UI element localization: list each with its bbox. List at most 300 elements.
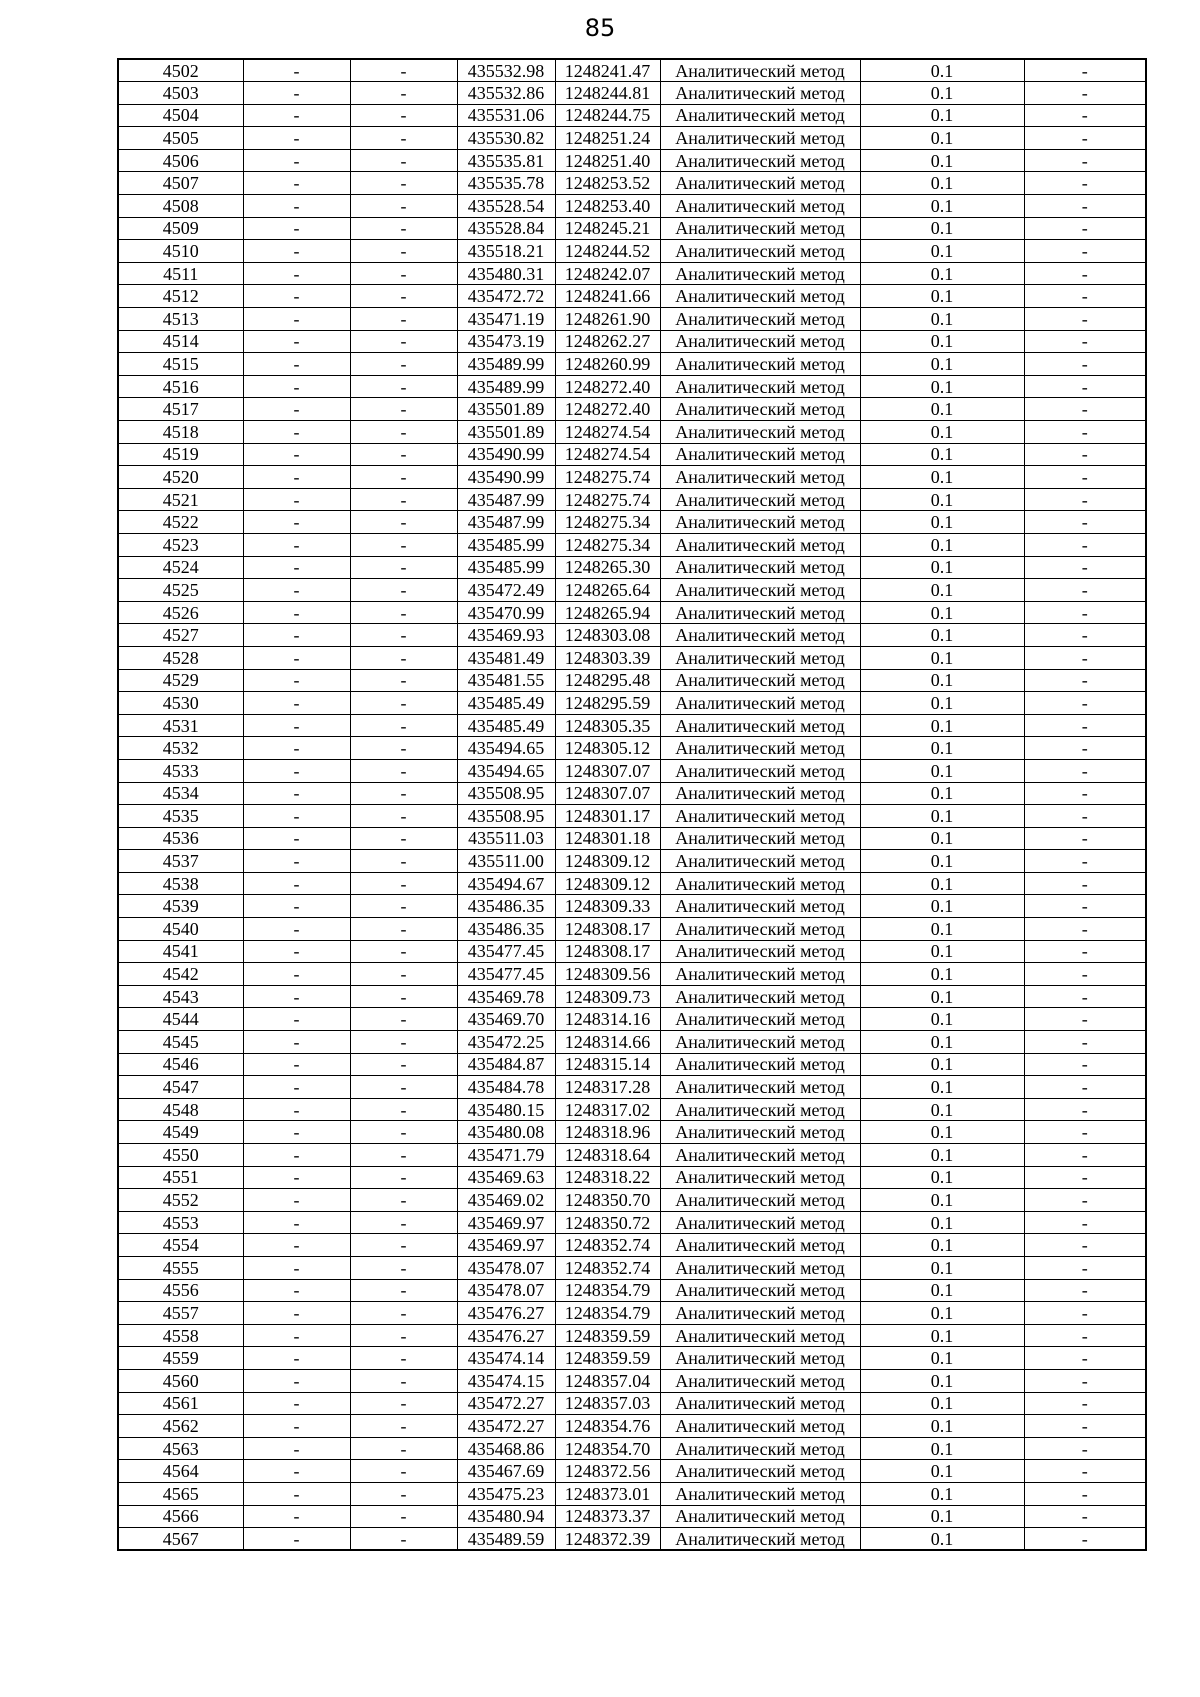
col2-cell: - — [243, 1528, 350, 1551]
col2-cell: - — [243, 850, 350, 873]
col2-cell: - — [243, 1144, 350, 1167]
point-number-cell: 4562 — [118, 1415, 243, 1438]
table-row — [118, 1415, 1146, 1438]
accuracy-cell: 0.1 — [860, 82, 1024, 105]
method-cell: Аналитический метод — [660, 443, 860, 466]
point-number-cell: 4539 — [118, 895, 243, 918]
x-coordinate-cell: 435469.93 — [457, 624, 555, 647]
col3-cell: - — [350, 1234, 457, 1257]
table-row — [118, 1211, 1146, 1234]
method-cell: Аналитический метод — [660, 1166, 860, 1189]
accuracy-cell: 0.1 — [860, 1528, 1024, 1551]
accuracy-cell: 0.1 — [860, 511, 1024, 534]
y-coordinate-cell: 1248309.12 — [555, 850, 660, 873]
y-coordinate-cell: 1248251.24 — [555, 127, 660, 150]
col8-cell: - — [1024, 1460, 1146, 1483]
x-coordinate-cell: 435481.55 — [457, 669, 555, 692]
point-number-cell: 4532 — [118, 737, 243, 760]
col8-cell: - — [1024, 330, 1146, 353]
col3-cell: - — [350, 127, 457, 150]
y-coordinate-cell: 1248315.14 — [555, 1053, 660, 1076]
col8-cell: - — [1024, 217, 1146, 240]
col2-cell: - — [243, 1189, 350, 1212]
x-coordinate-cell: 435470.99 — [457, 601, 555, 624]
table-row — [118, 375, 1146, 398]
col8-cell: - — [1024, 127, 1146, 150]
col2-cell: - — [243, 737, 350, 760]
col3-cell: - — [350, 308, 457, 331]
method-cell: Аналитический метод — [660, 1302, 860, 1325]
table-row — [118, 579, 1146, 602]
method-cell: Аналитический метод — [660, 1053, 860, 1076]
y-coordinate-cell: 1248372.56 — [555, 1460, 660, 1483]
x-coordinate-cell: 435486.35 — [457, 895, 555, 918]
col8-cell: - — [1024, 1505, 1146, 1528]
col8-cell: - — [1024, 1234, 1146, 1257]
col2-cell: - — [243, 421, 350, 444]
method-cell: Аналитический метод — [660, 127, 860, 150]
col3-cell: - — [350, 1302, 457, 1325]
y-coordinate-cell: 1248314.16 — [555, 1008, 660, 1031]
accuracy-cell: 0.1 — [860, 59, 1024, 82]
x-coordinate-cell: 435490.99 — [457, 466, 555, 489]
table-row — [118, 421, 1146, 444]
x-coordinate-cell: 435508.95 — [457, 805, 555, 828]
x-coordinate-cell: 435485.49 — [457, 692, 555, 715]
method-cell: Аналитический метод — [660, 1505, 860, 1528]
y-coordinate-cell: 1248317.02 — [555, 1098, 660, 1121]
page-number: 85 — [584, 14, 616, 42]
table-row — [118, 1234, 1146, 1257]
table-row — [118, 1053, 1146, 1076]
point-number-cell: 4545 — [118, 1031, 243, 1054]
col8-cell: - — [1024, 1279, 1146, 1302]
accuracy-cell: 0.1 — [860, 1369, 1024, 1392]
table-row — [118, 1324, 1146, 1347]
table-row — [118, 872, 1146, 895]
table-row — [118, 443, 1146, 466]
y-coordinate-cell: 1248359.59 — [555, 1347, 660, 1370]
col2-cell: - — [243, 127, 350, 150]
col3-cell: - — [350, 985, 457, 1008]
col8-cell: - — [1024, 1211, 1146, 1234]
y-coordinate-cell: 1248253.40 — [555, 195, 660, 218]
point-number-cell: 4520 — [118, 466, 243, 489]
accuracy-cell: 0.1 — [860, 963, 1024, 986]
accuracy-cell: 0.1 — [860, 669, 1024, 692]
point-number-cell: 4533 — [118, 759, 243, 782]
table-row — [118, 466, 1146, 489]
col2-cell: - — [243, 985, 350, 1008]
y-coordinate-cell: 1248242.07 — [555, 262, 660, 285]
col3-cell: - — [350, 1098, 457, 1121]
col3-cell: - — [350, 262, 457, 285]
point-number-cell: 4503 — [118, 82, 243, 105]
point-number-cell: 4518 — [118, 421, 243, 444]
method-cell: Аналитический метод — [660, 759, 860, 782]
col2-cell: - — [243, 1482, 350, 1505]
col8-cell: - — [1024, 1415, 1146, 1438]
x-coordinate-cell: 435469.97 — [457, 1211, 555, 1234]
method-cell: Аналитический метод — [660, 918, 860, 941]
method-cell: Аналитический метод — [660, 172, 860, 195]
method-cell: Аналитический метод — [660, 511, 860, 534]
accuracy-cell: 0.1 — [860, 262, 1024, 285]
col2-cell: - — [243, 375, 350, 398]
accuracy-cell: 0.1 — [860, 646, 1024, 669]
col3-cell: - — [350, 850, 457, 873]
x-coordinate-cell: 435478.07 — [457, 1279, 555, 1302]
y-coordinate-cell: 1248354.79 — [555, 1302, 660, 1325]
point-number-cell: 4513 — [118, 308, 243, 331]
point-number-cell: 4552 — [118, 1189, 243, 1212]
table-row — [118, 195, 1146, 218]
accuracy-cell: 0.1 — [860, 624, 1024, 647]
point-number-cell: 4528 — [118, 646, 243, 669]
y-coordinate-cell: 1248305.12 — [555, 737, 660, 760]
col8-cell: - — [1024, 466, 1146, 489]
y-coordinate-cell: 1248295.48 — [555, 669, 660, 692]
accuracy-cell: 0.1 — [860, 488, 1024, 511]
method-cell: Аналитический метод — [660, 488, 860, 511]
accuracy-cell: 0.1 — [860, 1279, 1024, 1302]
table-row — [118, 240, 1146, 263]
x-coordinate-cell: 435511.03 — [457, 827, 555, 850]
col8-cell: - — [1024, 398, 1146, 421]
y-coordinate-cell: 1248274.54 — [555, 421, 660, 444]
table-row — [118, 533, 1146, 556]
col8-cell: - — [1024, 1031, 1146, 1054]
col2-cell: - — [243, 104, 350, 127]
method-cell: Аналитический метод — [660, 330, 860, 353]
col2-cell: - — [243, 692, 350, 715]
col3-cell: - — [350, 466, 457, 489]
point-number-cell: 4508 — [118, 195, 243, 218]
accuracy-cell: 0.1 — [860, 1053, 1024, 1076]
table-row — [118, 1460, 1146, 1483]
col2-cell: - — [243, 1279, 350, 1302]
y-coordinate-cell: 1248309.56 — [555, 963, 660, 986]
col8-cell: - — [1024, 579, 1146, 602]
x-coordinate-cell: 435476.27 — [457, 1302, 555, 1325]
col2-cell: - — [243, 488, 350, 511]
point-number-cell: 4505 — [118, 127, 243, 150]
col8-cell: - — [1024, 1324, 1146, 1347]
x-coordinate-cell: 435472.72 — [457, 285, 555, 308]
col3-cell: - — [350, 556, 457, 579]
col8-cell: - — [1024, 59, 1146, 82]
accuracy-cell: 0.1 — [860, 782, 1024, 805]
col2-cell: - — [243, 895, 350, 918]
method-cell: Аналитический метод — [660, 533, 860, 556]
point-number-cell: 4506 — [118, 149, 243, 172]
col3-cell: - — [350, 737, 457, 760]
method-cell: Аналитический метод — [660, 1324, 860, 1347]
x-coordinate-cell: 435468.86 — [457, 1437, 555, 1460]
method-cell: Аналитический метод — [660, 466, 860, 489]
point-number-cell: 4560 — [118, 1369, 243, 1392]
x-coordinate-cell: 435485.99 — [457, 533, 555, 556]
col2-cell: - — [243, 443, 350, 466]
col8-cell: - — [1024, 1098, 1146, 1121]
col3-cell: - — [350, 1166, 457, 1189]
table-row — [118, 1279, 1146, 1302]
x-coordinate-cell: 435532.86 — [457, 82, 555, 105]
y-coordinate-cell: 1248272.40 — [555, 375, 660, 398]
col3-cell: - — [350, 1031, 457, 1054]
x-coordinate-cell: 435528.54 — [457, 195, 555, 218]
x-coordinate-cell: 435474.14 — [457, 1347, 555, 1370]
table-row — [118, 59, 1146, 82]
col3-cell: - — [350, 805, 457, 828]
col2-cell: - — [243, 1347, 350, 1370]
accuracy-cell: 0.1 — [860, 1144, 1024, 1167]
col8-cell: - — [1024, 240, 1146, 263]
method-cell: Аналитический метод — [660, 1482, 860, 1505]
col2-cell: - — [243, 1324, 350, 1347]
y-coordinate-cell: 1248373.37 — [555, 1505, 660, 1528]
table-row — [118, 308, 1146, 331]
point-number-cell: 4565 — [118, 1482, 243, 1505]
method-cell: Аналитический метод — [660, 714, 860, 737]
x-coordinate-cell: 435478.07 — [457, 1256, 555, 1279]
col3-cell: - — [350, 195, 457, 218]
col8-cell: - — [1024, 669, 1146, 692]
col3-cell: - — [350, 646, 457, 669]
table-row — [118, 737, 1146, 760]
method-cell: Аналитический метод — [660, 850, 860, 873]
y-coordinate-cell: 1248314.66 — [555, 1031, 660, 1054]
accuracy-cell: 0.1 — [860, 1256, 1024, 1279]
col3-cell: - — [350, 59, 457, 82]
y-coordinate-cell: 1248359.59 — [555, 1324, 660, 1347]
table-row — [118, 1347, 1146, 1370]
table-row — [118, 217, 1146, 240]
x-coordinate-cell: 435477.45 — [457, 963, 555, 986]
col3-cell: - — [350, 1279, 457, 1302]
method-cell: Аналитический метод — [660, 398, 860, 421]
method-cell: Аналитический метод — [660, 285, 860, 308]
method-cell: Аналитический метод — [660, 579, 860, 602]
point-number-cell: 4523 — [118, 533, 243, 556]
col2-cell: - — [243, 1031, 350, 1054]
table-row — [118, 963, 1146, 986]
point-number-cell: 4556 — [118, 1279, 243, 1302]
col3-cell: - — [350, 918, 457, 941]
col8-cell: - — [1024, 624, 1146, 647]
table-row — [118, 1144, 1146, 1167]
col8-cell: - — [1024, 1256, 1146, 1279]
table-row — [118, 1482, 1146, 1505]
col8-cell: - — [1024, 940, 1146, 963]
table-body — [118, 59, 1146, 1550]
x-coordinate-cell: 435469.70 — [457, 1008, 555, 1031]
col8-cell: - — [1024, 1302, 1146, 1325]
col2-cell: - — [243, 1166, 350, 1189]
table-row — [118, 827, 1146, 850]
col3-cell: - — [350, 1256, 457, 1279]
col3-cell: - — [350, 1437, 457, 1460]
accuracy-cell: 0.1 — [860, 1505, 1024, 1528]
col8-cell: - — [1024, 963, 1146, 986]
y-coordinate-cell: 1248357.04 — [555, 1369, 660, 1392]
x-coordinate-cell: 435535.78 — [457, 172, 555, 195]
col3-cell: - — [350, 1392, 457, 1415]
accuracy-cell: 0.1 — [860, 1302, 1024, 1325]
accuracy-cell: 0.1 — [860, 579, 1024, 602]
col8-cell: - — [1024, 1189, 1146, 1212]
y-coordinate-cell: 1248309.12 — [555, 872, 660, 895]
col8-cell: - — [1024, 782, 1146, 805]
point-number-cell: 4530 — [118, 692, 243, 715]
point-number-cell: 4547 — [118, 1076, 243, 1099]
point-number-cell: 4507 — [118, 172, 243, 195]
x-coordinate-cell: 435501.89 — [457, 398, 555, 421]
x-coordinate-cell: 435532.98 — [457, 59, 555, 82]
y-coordinate-cell: 1248352.74 — [555, 1234, 660, 1257]
col2-cell: - — [243, 217, 350, 240]
x-coordinate-cell: 435480.08 — [457, 1121, 555, 1144]
x-coordinate-cell: 435501.89 — [457, 421, 555, 444]
col3-cell: - — [350, 579, 457, 602]
y-coordinate-cell: 1248372.39 — [555, 1528, 660, 1551]
x-coordinate-cell: 435490.99 — [457, 443, 555, 466]
table-row — [118, 646, 1146, 669]
x-coordinate-cell: 435484.78 — [457, 1076, 555, 1099]
accuracy-cell: 0.1 — [860, 149, 1024, 172]
method-cell: Аналитический метод — [660, 1211, 860, 1234]
accuracy-cell: 0.1 — [860, 443, 1024, 466]
col8-cell: - — [1024, 714, 1146, 737]
x-coordinate-cell: 435485.49 — [457, 714, 555, 737]
method-cell: Аналитический метод — [660, 940, 860, 963]
accuracy-cell: 0.1 — [860, 1076, 1024, 1099]
point-number-cell: 4561 — [118, 1392, 243, 1415]
y-coordinate-cell: 1248274.54 — [555, 443, 660, 466]
coordinates-table — [117, 58, 1147, 1551]
col8-cell: - — [1024, 353, 1146, 376]
col2-cell: - — [243, 556, 350, 579]
x-coordinate-cell: 435487.99 — [457, 511, 555, 534]
table-row — [118, 940, 1146, 963]
accuracy-cell: 0.1 — [860, 1482, 1024, 1505]
col8-cell: - — [1024, 872, 1146, 895]
col8-cell: - — [1024, 556, 1146, 579]
col3-cell: - — [350, 714, 457, 737]
point-number-cell: 4559 — [118, 1347, 243, 1370]
point-number-cell: 4504 — [118, 104, 243, 127]
y-coordinate-cell: 1248244.81 — [555, 82, 660, 105]
col8-cell: - — [1024, 850, 1146, 873]
accuracy-cell: 0.1 — [860, 737, 1024, 760]
y-coordinate-cell: 1248275.74 — [555, 488, 660, 511]
method-cell: Аналитический метод — [660, 646, 860, 669]
col8-cell: - — [1024, 149, 1146, 172]
col2-cell: - — [243, 714, 350, 737]
y-coordinate-cell: 1248352.74 — [555, 1256, 660, 1279]
point-number-cell: 4502 — [118, 59, 243, 82]
col3-cell: - — [350, 940, 457, 963]
x-coordinate-cell: 435477.45 — [457, 940, 555, 963]
y-coordinate-cell: 1248295.59 — [555, 692, 660, 715]
col2-cell: - — [243, 669, 350, 692]
col8-cell: - — [1024, 308, 1146, 331]
point-number-cell: 4546 — [118, 1053, 243, 1076]
col2-cell: - — [243, 1302, 350, 1325]
method-cell: Аналитический метод — [660, 669, 860, 692]
col3-cell: - — [350, 1008, 457, 1031]
x-coordinate-cell: 435530.82 — [457, 127, 555, 150]
col8-cell: - — [1024, 1369, 1146, 1392]
x-coordinate-cell: 435528.84 — [457, 217, 555, 240]
col8-cell: - — [1024, 195, 1146, 218]
col2-cell: - — [243, 330, 350, 353]
accuracy-cell: 0.1 — [860, 556, 1024, 579]
y-coordinate-cell: 1248318.96 — [555, 1121, 660, 1144]
accuracy-cell: 0.1 — [860, 421, 1024, 444]
col8-cell: - — [1024, 1347, 1146, 1370]
accuracy-cell: 0.1 — [860, 308, 1024, 331]
method-cell: Аналитический метод — [660, 1347, 860, 1370]
col3-cell: - — [350, 759, 457, 782]
method-cell: Аналитический метод — [660, 692, 860, 715]
col3-cell: - — [350, 1369, 457, 1392]
y-coordinate-cell: 1248251.40 — [555, 149, 660, 172]
method-cell: Аналитический метод — [660, 195, 860, 218]
col3-cell: - — [350, 1053, 457, 1076]
col3-cell: - — [350, 1460, 457, 1483]
method-cell: Аналитический метод — [660, 217, 860, 240]
point-number-cell: 4544 — [118, 1008, 243, 1031]
method-cell: Аналитический метод — [660, 1031, 860, 1054]
x-coordinate-cell: 435475.23 — [457, 1482, 555, 1505]
table-row — [118, 669, 1146, 692]
col2-cell: - — [243, 285, 350, 308]
col3-cell: - — [350, 1211, 457, 1234]
table-row — [118, 172, 1146, 195]
method-cell: Аналитический метод — [660, 1437, 860, 1460]
col3-cell: - — [350, 872, 457, 895]
table-row — [118, 601, 1146, 624]
col8-cell: - — [1024, 1144, 1146, 1167]
method-cell: Аналитический метод — [660, 872, 860, 895]
y-coordinate-cell: 1248309.33 — [555, 895, 660, 918]
col2-cell: - — [243, 918, 350, 941]
col2-cell: - — [243, 1076, 350, 1099]
accuracy-cell: 0.1 — [860, 1347, 1024, 1370]
col2-cell: - — [243, 579, 350, 602]
col2-cell: - — [243, 624, 350, 647]
col8-cell: - — [1024, 82, 1146, 105]
y-coordinate-cell: 1248241.47 — [555, 59, 660, 82]
col2-cell: - — [243, 1098, 350, 1121]
point-number-cell: 4542 — [118, 963, 243, 986]
col8-cell: - — [1024, 104, 1146, 127]
col2-cell: - — [243, 398, 350, 421]
table-row — [118, 1528, 1146, 1551]
table-row — [118, 759, 1146, 782]
point-number-cell: 4557 — [118, 1302, 243, 1325]
x-coordinate-cell: 435484.87 — [457, 1053, 555, 1076]
accuracy-cell: 0.1 — [860, 1324, 1024, 1347]
accuracy-cell: 0.1 — [860, 918, 1024, 941]
point-number-cell: 4566 — [118, 1505, 243, 1528]
col3-cell: - — [350, 421, 457, 444]
col8-cell: - — [1024, 421, 1146, 444]
x-coordinate-cell: 435467.69 — [457, 1460, 555, 1483]
y-coordinate-cell: 1248354.76 — [555, 1415, 660, 1438]
col3-cell: - — [350, 1189, 457, 1212]
